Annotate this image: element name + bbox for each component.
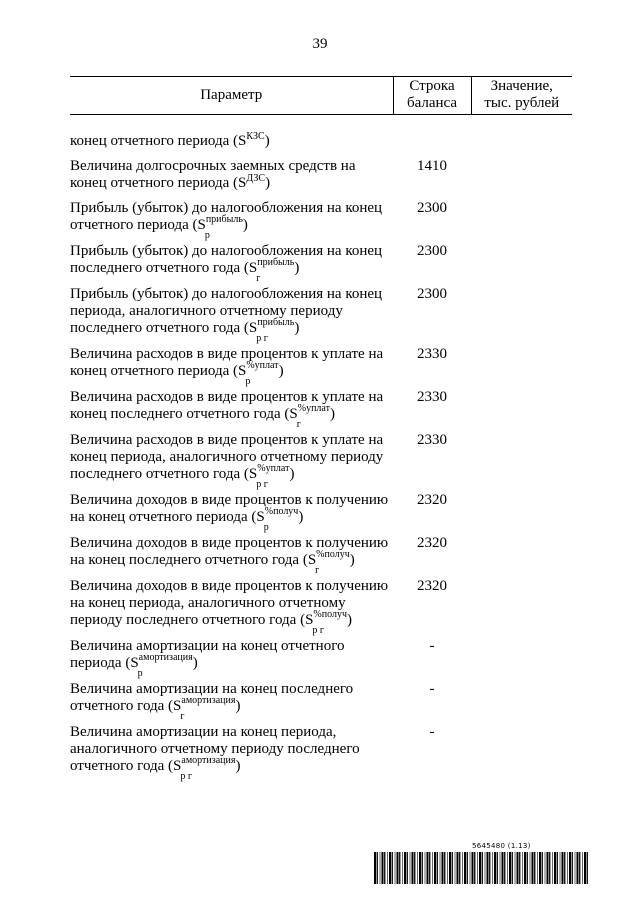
value-cell [471,578,572,638]
parameter-cell [70,432,393,492]
formula-superscript: прибыль [257,257,295,268]
value-cell [471,286,572,346]
value-cell [471,681,572,724]
formula-subscript: г [296,419,301,430]
balance-line-cell: 2330 [417,389,447,405]
balance-line-cell: 2330 [417,346,447,362]
table-row [70,115,572,159]
header-value: Значение, тыс. рублей [471,77,572,115]
formula-subscript: р [245,376,251,387]
table-row [70,432,572,492]
table-row [70,346,572,389]
balance-line-cell: 2320 [417,492,447,508]
formula-superscript: %уплат [257,463,290,474]
balance-line-cell: - [429,638,435,654]
value-cell [471,243,572,286]
parameter-cell [70,200,393,243]
table-row [70,158,572,200]
parameter-text: Прибыль (убыток) до налогообложения на конец [70,243,383,259]
parameter-text: Величина расходов в виде процентов к уплате на [70,346,384,362]
value-cell [471,389,572,432]
parameter-text: конец периода, аналогичного отчетному периоду [70,449,384,465]
table-header-row [70,77,572,115]
parameter-cell [70,492,393,535]
balance-line-cell: 2300 [417,286,447,302]
parameter-text: Величина доходов в виде процентов к получению [70,535,389,551]
parameter-cell [70,389,393,432]
table-row [70,286,572,346]
table-row [70,492,572,535]
parameter-cell [70,243,393,286]
parameter-cell [70,115,393,159]
parameter-cell [70,724,393,784]
header-parameter: Параметр [70,77,393,115]
balance-line-cell: 2320 [417,578,447,594]
parameter-cell [70,535,393,578]
parameter-formula-line: отчетного года ($S^{амортизация}$ р г ) [70,758,240,774]
header-balance-line: Строка баланса [393,77,471,115]
balance-line-cell [393,115,471,159]
parameter-text: Прибыль (убыток) до налогообложения на конец [70,286,383,302]
value-cell [471,115,572,159]
formula-superscript: ДЗС [246,173,266,184]
balance-line-cell: 2300 [417,200,447,216]
parameter-formula-line: на конец последнего отчетного года ($S^{\%получ}$ г ) [70,552,355,568]
table-row [70,200,572,243]
table-row [70,535,572,578]
parameter-cell [70,681,393,724]
parameter-text: аналогичного отчетному периоду последнего [70,741,360,757]
parameter-text: Величина расходов в виде процентов к уплате на [70,389,384,405]
parameter-formula-line: конец отчетного периода $(S^{КЗС})$ [70,131,270,149]
document-code: 5645480 (1.13) [472,842,531,850]
parameter-text: Величина доходов в виде процентов к получению [70,492,389,508]
balance-line-cell: 2320 [417,535,447,551]
formula-superscript: прибыль [205,214,243,225]
parameter-cell [70,158,393,200]
value-cell [471,492,572,535]
value-cell [471,158,572,200]
parameter-formula-line: периоду последнего отчетного года ($S^{\%получ}$ р г ) [70,612,352,628]
formula-superscript: прибыль [257,317,295,328]
formula-subscript: г [180,711,185,722]
parameter-cell [70,638,393,681]
balance-parameters-table [70,76,572,784]
parameter-text: Величина доходов в виде процентов к получению [70,578,389,594]
formula-superscript: амортизация [181,755,236,766]
parameter-cell [70,578,393,638]
parameter-text: Величина амортизации на конец последнего [70,681,354,697]
balance-line-cell: - [429,681,435,697]
balance-line-cell: 2330 [417,432,447,448]
parameter-text: Величина расходов в виде процентов к уплате на [70,432,384,448]
formula-superscript: амортизация [181,695,236,706]
formula-subscript: р г [180,771,193,782]
table-row [70,724,572,784]
value-cell [471,432,572,492]
balance-line-cell: 2300 [417,243,447,259]
parameter-cell [70,346,393,389]
table-row [70,578,572,638]
table-row [70,638,572,681]
parameter-text: периода, аналогичного отчетному периоду [70,303,343,319]
formula-subscript: р г [312,625,325,636]
value-cell [471,638,572,681]
formula-superscript: %получ [264,506,299,517]
value-cell [471,535,572,578]
parameter-formula-line: отчетного года ($S^{амортизация}$ г ) [70,698,240,714]
parameter-text: Прибыль (убыток) до налогообложения на конец [70,200,383,216]
parameter-formula-line: последнего отчетного года ($S^{прибыль}$ р г ) [70,320,299,336]
parameter-formula-line: последнего отчетного года ($S^{прибыль}$ г ) [70,260,299,276]
formula-subscript: р [204,230,210,241]
value-cell [471,346,572,389]
parameter-formula-line: конец отчетного периода ($S^{\%уплат}$ р ) [70,363,284,379]
barcode [374,852,590,884]
table-row [70,389,572,432]
parameter-formula-line: конец отчетного периода $(S^{ДЗС})$ [70,173,271,191]
parameter-text: Величина амортизации на конец отчетного [70,638,345,654]
formula-superscript: %получ [316,549,350,560]
parameter-cell [70,286,393,346]
formula-subscript: р г [256,479,268,490]
parameter-formula-line: конец последнего отчетного года ($S^{\%уплат}$ г ) [70,406,335,422]
formula-superscript: %получ [313,609,347,620]
formula-superscript: амортизация [138,652,193,663]
formula-subscript: г [315,565,320,576]
parameter-formula-line: последнего отчетного года ($S^{\%уплат}$ р г ) [70,466,294,482]
formula-superscript: КЗС [246,131,265,142]
formula-subscript: г [256,273,261,284]
value-cell [471,724,572,784]
page-number: 39 [312,36,328,52]
parameter-formula-line: периода ($S^{амортизация}$ р ) [70,655,198,671]
parameter-text: Величина долгосрочных заемных средств на [70,158,356,174]
parameter-text: на конец периода, аналогичного отчетному [70,595,346,611]
parameter-text: Величина амортизации на конец периода, [70,724,337,740]
parameter-formula-line: отчетного периода ($S^{прибыль}$ р ) [70,217,248,233]
value-cell [471,200,572,243]
formula-subscript: р [263,522,269,533]
balance-line-cell: - [429,724,435,740]
formula-subscript: р г [256,333,268,344]
parameter-formula-line: на конец отчетного периода ($S^{\%получ}$ р ) [70,509,303,525]
formula-superscript: %уплат [297,403,330,414]
formula-superscript: %уплат [246,360,279,371]
table-row [70,681,572,724]
table-row [70,243,572,286]
formula-subscript: р [137,668,143,679]
balance-line-cell: 1410 [417,158,447,174]
